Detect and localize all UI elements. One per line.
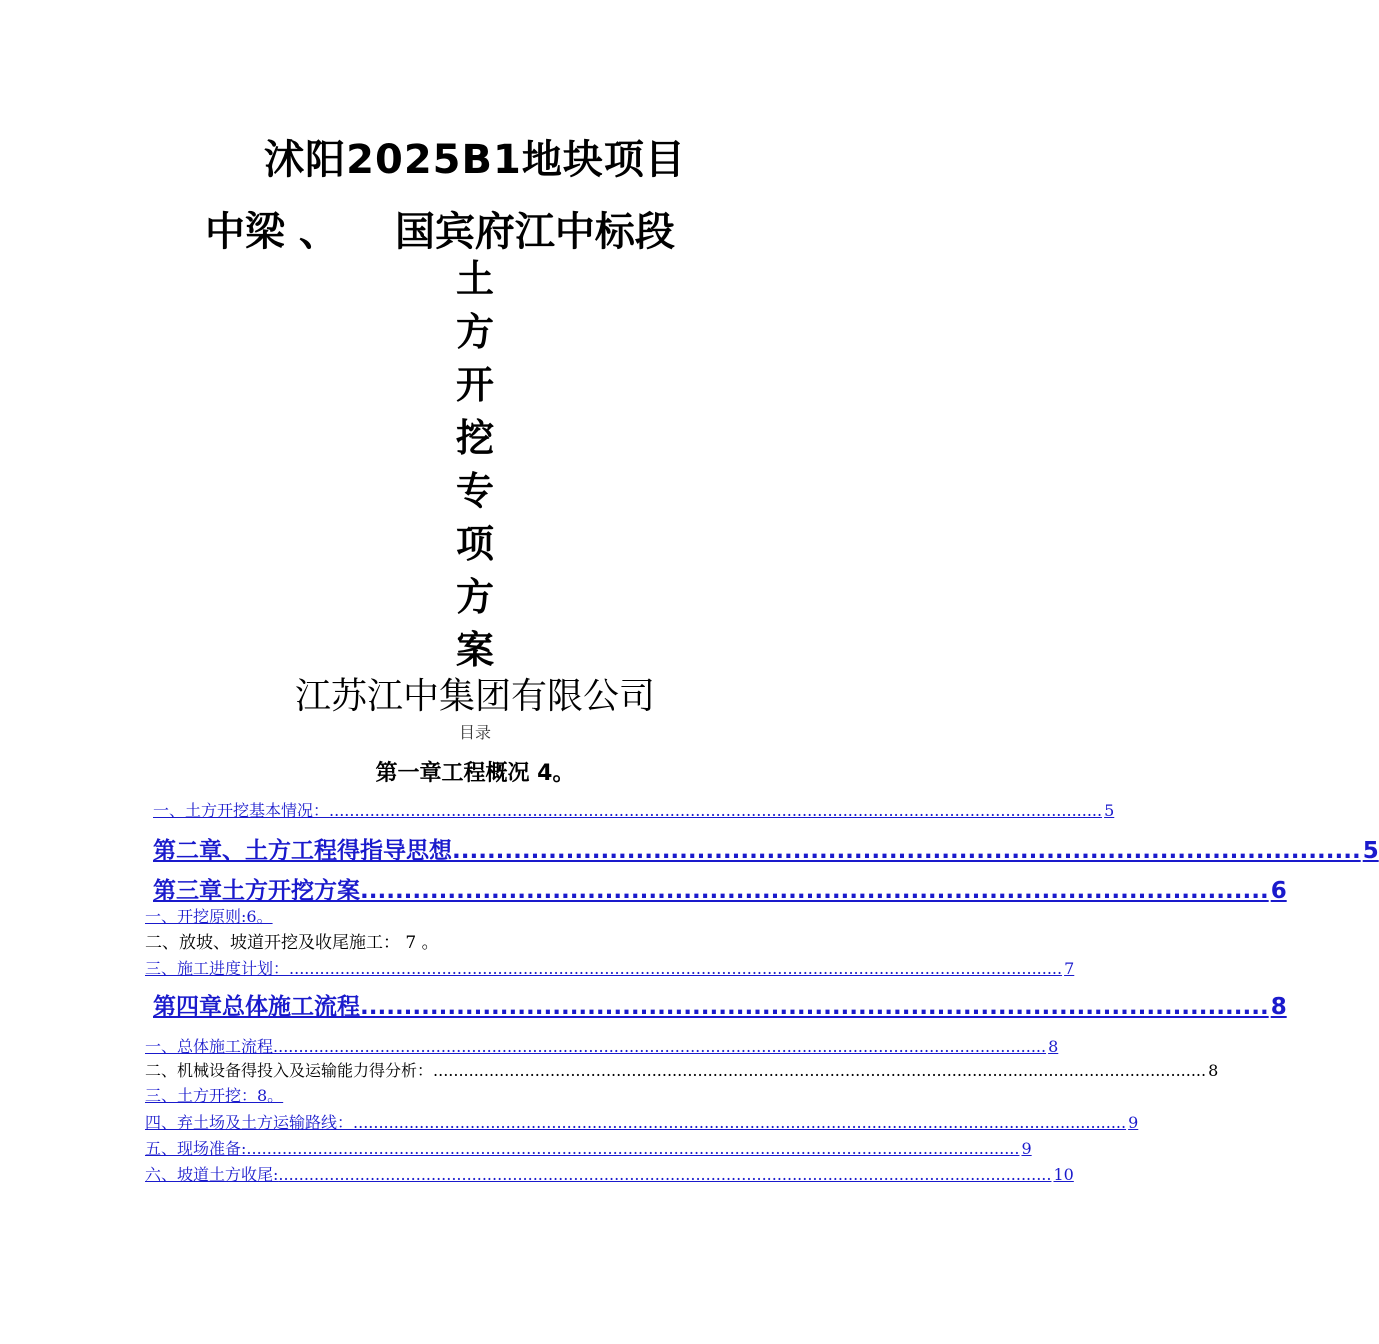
vertical-char: 开 (455, 363, 494, 407)
vertical-char: 方 (455, 575, 494, 619)
vertical-char: 案 (455, 628, 494, 672)
toc-heading: 目录 (458, 723, 491, 742)
toc-entry-label: 一、开挖原则:6。 (145, 907, 273, 926)
toc-entry-label: 三、土方开挖：8。 (145, 1086, 284, 1105)
toc-entry-page: 8 (1208, 1061, 1219, 1080)
vertical-doc-title (0, 253, 950, 677)
vertical-char: 挖 (455, 416, 494, 460)
toc-entry-label: 第三章土方开挖方案 (153, 878, 360, 904)
vertical-char: 土 (455, 257, 494, 301)
toc-entry-label: 六、坡道土方收尾: (145, 1165, 279, 1184)
toc-entry[interactable] (145, 904, 545, 927)
toc-entry[interactable] (145, 1034, 1059, 1057)
toc-entry-page: 7 (1064, 959, 1075, 978)
toc-chapter-entry[interactable] (153, 832, 1379, 865)
toc-leader: ........................................................................................................................................................ (329, 801, 1103, 820)
toc-entry-page: 9 (1021, 1139, 1032, 1158)
toc-chapter-entry[interactable] (153, 988, 1287, 1021)
toc-entry-page: 8 (1270, 994, 1287, 1020)
toc-entry-page: 10 (1053, 1165, 1074, 1184)
toc-leader: ........................................................................................................................................................ (246, 1139, 1020, 1158)
subtitle-part-b: 国宾府江中标段 (394, 209, 675, 255)
toc-leader: ........................................................................................................ (360, 878, 1269, 904)
toc-entry-label: 一、总体施工流程 (145, 1037, 274, 1056)
toc-leader: ........................................................................................................................................................ (278, 1165, 1052, 1184)
toc-leader: ........................................................................................................................................................ (433, 1061, 1207, 1080)
toc-entry[interactable] (145, 1083, 545, 1106)
toc-entry-label: 五、现场准备: (145, 1139, 247, 1158)
vertical-char: 项 (455, 522, 494, 566)
toc-entry[interactable] (145, 1162, 1074, 1185)
vertical-char: 专 (455, 469, 494, 513)
toc-entry[interactable] (145, 1136, 1032, 1159)
toc-leader: ........................................................................................................................................................ (353, 1113, 1127, 1132)
toc-entry-label: 二、放坡、坡道开挖及收尾施工： 7 。 (145, 933, 439, 953)
toc-entry-page: 5 (1104, 801, 1115, 820)
toc-leader: ........................................................................................................ (452, 838, 1361, 864)
toc-entry[interactable] (153, 798, 1115, 821)
vertical-char: 方 (455, 310, 494, 354)
toc-entry-page: 5 (1362, 838, 1379, 864)
toc-entry-label: 一、土方开挖基本情况： (153, 801, 330, 820)
toc-entry-page: 8 (1048, 1037, 1059, 1056)
toc-leader: ........................................................................................................................................................ (289, 959, 1063, 978)
toc-entry[interactable] (145, 928, 545, 953)
toc-leader: ........................................................................................................ (360, 994, 1269, 1020)
toc-entry-label: 三、施工进度计划： (145, 959, 290, 978)
subtitle-part-a: 中梁 、 (205, 209, 339, 255)
toc-entry-label: 四、弃土场及土方运输路线： (145, 1113, 354, 1132)
toc-entry-page: 9 (1128, 1113, 1139, 1132)
project-subtitle (205, 200, 675, 257)
toc-entry-label: 第四章总体施工流程 (153, 994, 360, 1020)
project-title: 沭阳2025B1地块项目 (264, 137, 686, 183)
toc-entry-label: 第二章、土方工程得指导思想 (153, 838, 452, 864)
toc-entry-page: 6 (1270, 878, 1287, 904)
toc-entry[interactable] (145, 956, 1075, 979)
toc-entry[interactable] (145, 1058, 1219, 1081)
toc-chapter-entry[interactable] (153, 872, 1287, 905)
toc-leader: ........................................................................................................................................................ (273, 1037, 1047, 1056)
toc-chapter-1: 第一章工程概况 4。 (375, 761, 575, 786)
toc-entry-label: 二、机械设备得投入及运输能力得分析： (145, 1061, 434, 1080)
toc-entry[interactable] (145, 1110, 1139, 1133)
company-name: 江苏江中集团有限公司 (294, 676, 655, 717)
